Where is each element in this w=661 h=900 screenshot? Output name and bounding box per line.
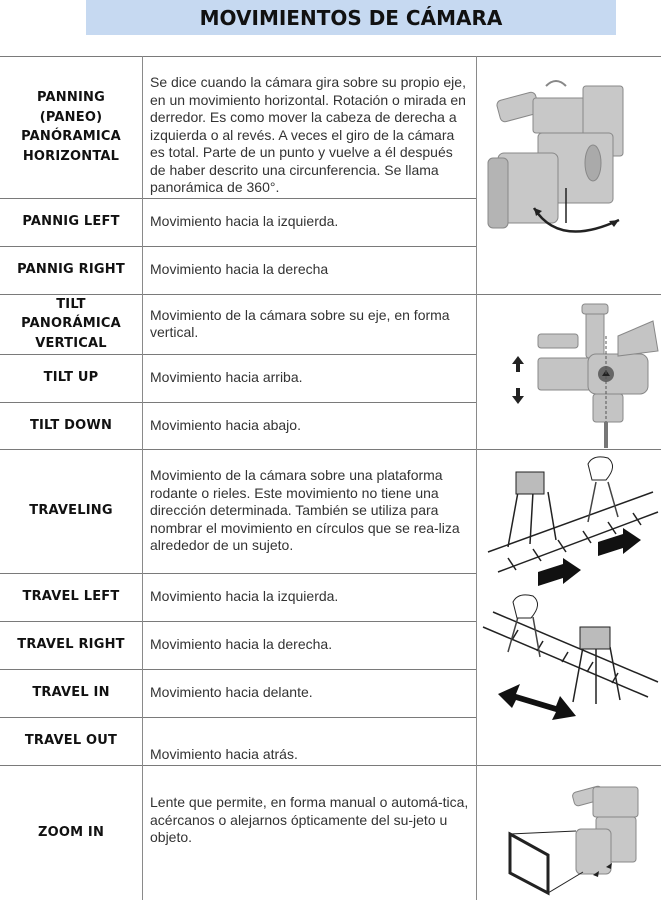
description-cell: Movimiento hacia arriba.	[150, 369, 303, 386]
term-line: HORIZONTAL	[22, 148, 120, 164]
description-cell: Movimiento hacia atrás.	[150, 745, 298, 762]
title-banner	[86, 0, 616, 35]
term-cell	[0, 56, 142, 198]
term-line: PANNING	[37, 90, 105, 105]
term-cell	[0, 294, 142, 354]
term-line: TILT	[56, 296, 86, 312]
camera-zoom-illustration	[478, 767, 661, 900]
term-cell: TRAVEL IN	[32, 685, 110, 701]
description-cell: Movimiento hacia la izquierda.	[150, 213, 339, 230]
term-cell: TRAVEL RIGHT	[17, 637, 125, 653]
term-cell: PANNIG LEFT	[22, 214, 120, 230]
description-cell: Lente que permite, en forma manual o automá-tica, acércanos o alejarnos ópticamente del su-jeto u objeto.	[150, 794, 469, 845]
term-line: (PANEO)	[39, 109, 103, 125]
term-line: PANÓRAMICA	[21, 129, 121, 144]
term-line: PANORÁMICA	[21, 316, 121, 332]
description-cell: Movimiento hacia delante.	[150, 684, 313, 701]
description-cell: Se dice cuando la cámara gira sobre su propio eje, en un movimiento horizontal. Rotación o mirada en derredor. Es como mover la cabeza de derecha a izquierda o al revés. A veces el giro de la cámara es total. Parte de un punto y vuelve a él después de haber descrito una circunferencia. Se llama panorámica de 360°.	[150, 74, 466, 195]
term-cell: TRAVELING	[29, 503, 113, 519]
term-cell: TILT DOWN	[29, 417, 113, 433]
description-cell: Movimiento hacia la izquierda.	[150, 588, 339, 605]
term-cell: TRAVEL OUT	[24, 733, 118, 748]
camera-movements-table	[0, 56, 661, 900]
camera-pan-illustration	[478, 58, 661, 292]
term-cell: ZOOM IN	[37, 824, 105, 840]
description-cell: Movimiento hacia la derecha.	[150, 636, 333, 653]
term-cell: TRAVEL LEFT	[22, 589, 120, 605]
term-cell: PANNIG RIGHT	[17, 262, 125, 278]
description-cell: Movimiento hacia la derecha	[150, 261, 329, 278]
description-cell: Movimiento de la cámara sobre una plataforma rodante o rieles. Este movimiento no tiene una dirección determinada. También se utiliza para nombrar el movimiento en círculos que se rea-liza alrededor de un sujeto.	[150, 467, 460, 554]
camera-tilt-illustration	[478, 296, 661, 448]
term-cell: TILT UP	[43, 370, 99, 386]
term-line: VERTICAL	[35, 335, 107, 351]
description-cell: Movimiento hacia abajo.	[150, 416, 301, 433]
dolly-track-illustration	[478, 452, 661, 764]
page-title: MOVIMIENTOS DE CÁMARA	[199, 5, 503, 30]
description-cell: Movimiento de la cámara sobre su eje, en forma vertical.	[150, 306, 450, 340]
column-divider	[142, 56, 143, 900]
column-divider	[476, 56, 477, 900]
